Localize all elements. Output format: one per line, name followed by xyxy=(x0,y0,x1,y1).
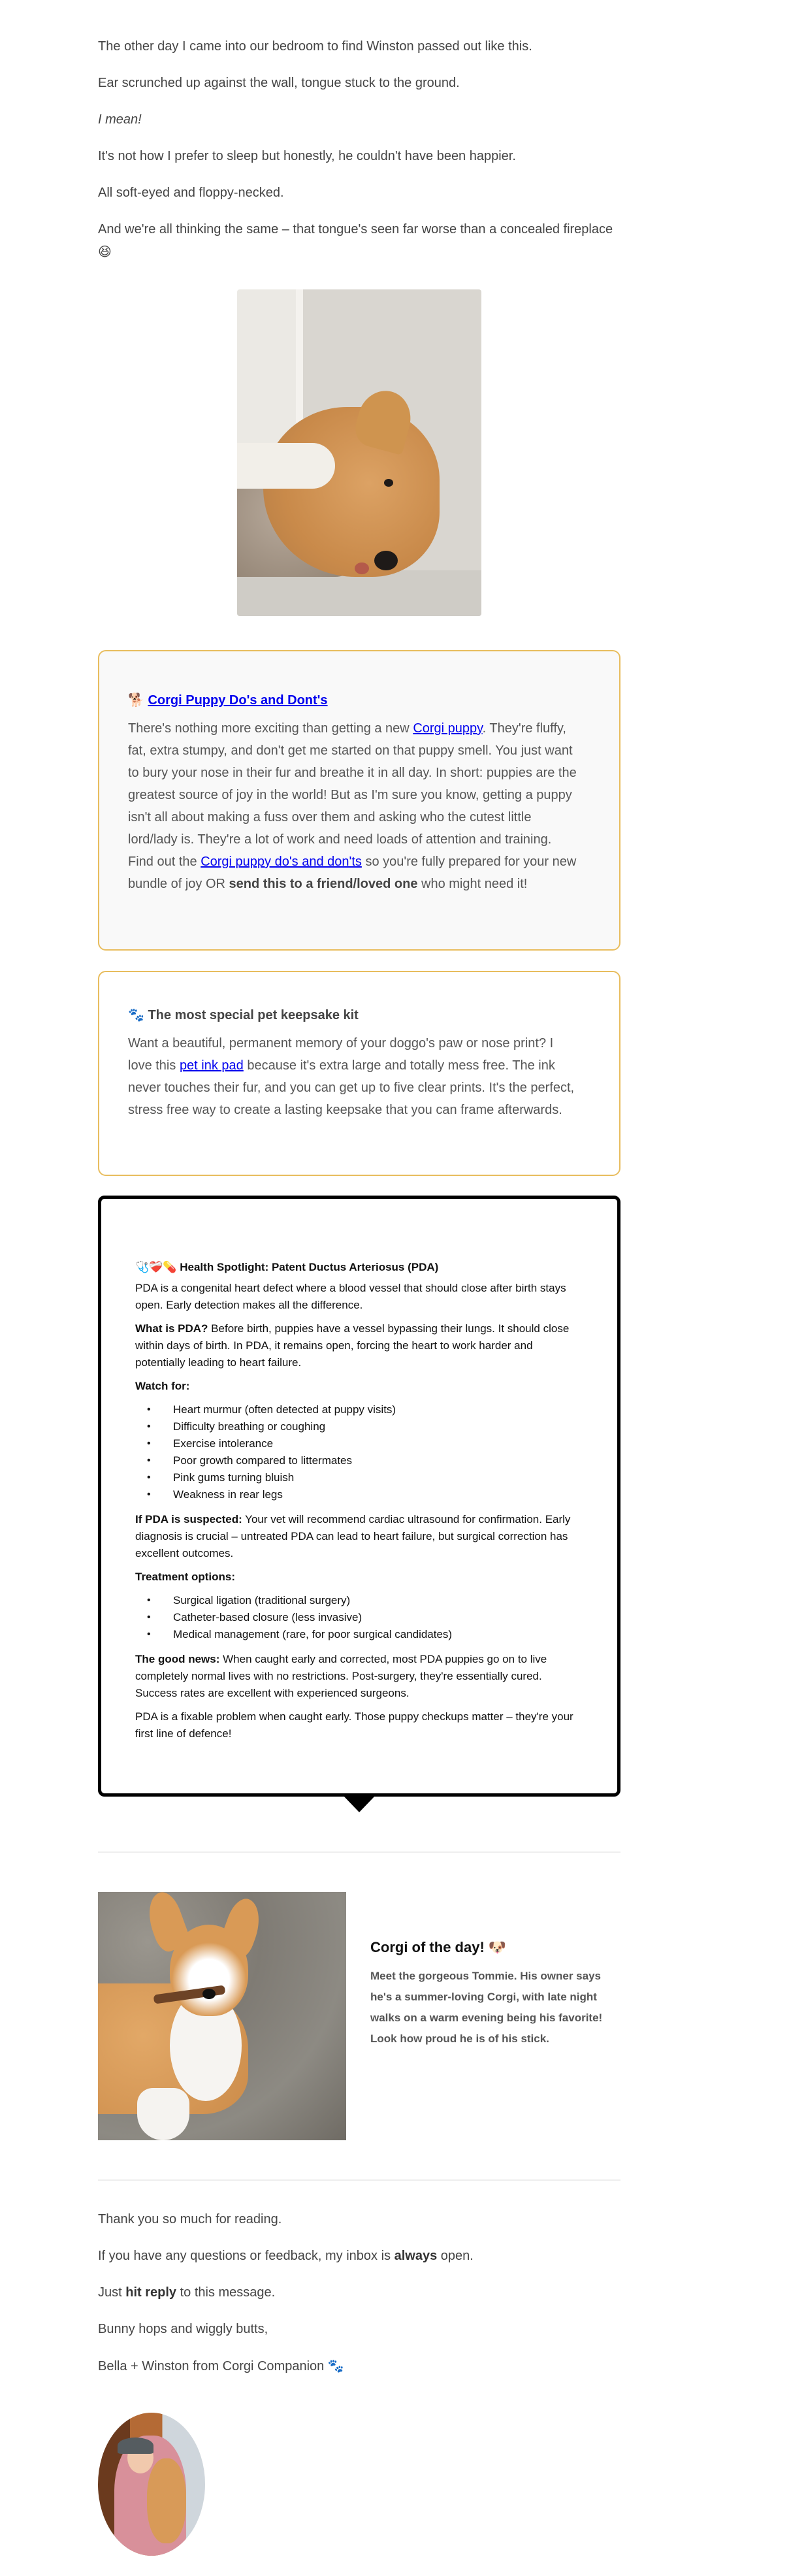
pet-keepsake-card xyxy=(98,971,620,1176)
spotlight-what-is: What is PDA? Before birth, puppies have a vessel bypassing their lungs. It should close within days of birth. In PDA, it remains open, forcing the heart to work harder and potentially leading to heart failure. xyxy=(135,1322,570,1369)
share-callout: send this to a friend/loved one xyxy=(229,877,418,891)
photo-dog-chest xyxy=(237,443,335,489)
spotlight-watch-label: Watch for: xyxy=(135,1380,190,1392)
intro-paragraph-6: And we're all thinking the same – that tongue's seen far worse than a concealed fireplace 😆 xyxy=(98,222,613,259)
photo-dog-eye xyxy=(384,479,393,487)
intro-paragraph-2: Ear scrunched up against the wall, tongue stuck to the ground. xyxy=(98,76,460,90)
spotlight-treatment-label: Treatment options: xyxy=(135,1571,236,1583)
spotlight-closing: PDA is a fixable problem when caught early. Those puppy checkups matter – they're your first line of defence! xyxy=(135,1710,573,1740)
laughing-emoji-icon: 😆 xyxy=(98,244,112,259)
intro-emphasis: I mean! xyxy=(98,112,142,127)
list-item: • Difficulty breathing or coughing xyxy=(173,1418,585,1435)
spotlight-intro: PDA is a congenital heart defect where a blood vessel that should close after birth stays open. Early detection makes all the difference. xyxy=(135,1282,566,1311)
spotlight-suspected: If PDA is suspected: Your vet will recommend cardiac ultrasound for confirmation. Early diagnosis is crucial – untreated PDA can lead to heart failure, but surgical correction has excellent outcomes. xyxy=(135,1513,571,1559)
list-item: • Weakness in rear legs xyxy=(173,1486,585,1503)
photo-dog-nose xyxy=(374,551,398,570)
intro-paragraph-1: The other day I came into our bedroom to find Winston passed out like this. xyxy=(98,39,532,54)
watch-for-list xyxy=(135,1401,585,1503)
spotlight-good-news: The good news: When caught early and corrected, most PDA puppies go on to live completely normal lives with no restrictions. Post-surgery, they're essentially cured. Success rates are excellent with experienced surgeons. xyxy=(135,1653,547,1699)
avatar-cap xyxy=(118,2437,153,2454)
intro-paragraph-3 xyxy=(98,108,620,131)
photo-floor xyxy=(237,570,481,616)
divider xyxy=(98,1851,620,1853)
intro-paragraph-5: All soft-eyed and floppy-necked. xyxy=(98,186,284,200)
paw-prints-icon: 🐾 xyxy=(128,1007,144,1022)
card-title: 🐾 The most special pet keepsake kit xyxy=(128,1007,359,1022)
treatment-list xyxy=(135,1592,585,1643)
cotd-title: Corgi of the day! 🐶 xyxy=(370,1939,507,1956)
puppy-dos-donts-title-link[interactable]: Corgi Puppy Do's and Dont's xyxy=(148,693,328,708)
intro-paragraph-4: It's not how I prefer to sleep but honestly, he couldn't have been happier. xyxy=(98,149,516,163)
outro-signature: Bella + Winston from Corgi Companion 🐾 xyxy=(98,2358,344,2373)
puppy-dos-donts-card xyxy=(98,650,620,951)
list-item: • Poor growth compared to littermates xyxy=(173,1452,585,1469)
photo-dog-nose xyxy=(202,1989,216,1999)
outro-feedback: If you have any questions or feedback, my inbox is always open. xyxy=(98,2249,474,2263)
divider xyxy=(98,2179,620,2181)
spotlight-title: 🩺❤️‍🩹💊 Health Spotlight: Patent Ductus Arteriosus (PDA) xyxy=(135,1261,439,1274)
list-item: • Exercise intolerance xyxy=(173,1435,585,1452)
photo-dog-tongue xyxy=(355,562,369,574)
outro-reply: Just hit reply to this message. xyxy=(98,2285,276,2300)
dog-face-icon: 🐶 xyxy=(488,1940,507,1956)
outro-thanks: Thank you so much for reading. xyxy=(98,2212,282,2226)
outro-section xyxy=(98,2208,620,2392)
speech-bubble-pointer xyxy=(343,1795,376,1812)
photo-dog-head xyxy=(170,1925,248,2016)
winston-sleeping-photo xyxy=(237,289,481,616)
photo-dog-legs xyxy=(137,2088,189,2140)
author-avatar xyxy=(98,2413,205,2556)
card-title xyxy=(128,691,580,709)
list-item: • Medical management (rare, for poor surgical candidates) xyxy=(173,1626,585,1643)
corgi-of-the-day-photo xyxy=(98,1892,346,2140)
corgi-puppy-link[interactable]: Corgi puppy xyxy=(413,721,483,736)
stethoscope-heart-pill-icon: 🩺❤️‍🩹💊 xyxy=(135,1261,177,1274)
card-body: There's nothing more exciting than getting a new Corgi puppy. They're fluffy, fat, extra stumpy, and don't get me started on that puppy smell. You just want to bury your nose in their fur and breathe it in all day. In short: puppies are the greatest source of joy in the world! But as I'm sure you know, getting a puppy isn't all about making a fuss over them and asking who the cutest little lord/lady is. They're a lot of work and need loads of attention and training. Find out the Corgi puppy do's and don'ts so you're fully prepared for your new bundle of joy OR send this to a friend/loved one who might need it! xyxy=(128,721,577,891)
card-body: Want a beautiful, permanent memory of your doggo's paw or nose print? I love this pet ink pad because it's extra large and totally mess free. The ink never touches their fur, and you can get up to five clear prints. It's the perfect, stress free way to create a lasting keepsake that you can frame afterwards. xyxy=(128,1036,575,1117)
list-item: • Pink gums turning bluish xyxy=(173,1469,585,1486)
health-spotlight-box xyxy=(98,1196,620,1797)
corgi-puppy-dos-donts-link[interactable]: Corgi puppy do's and don'ts xyxy=(201,855,362,869)
corgi-of-the-day-text xyxy=(370,1938,605,2049)
list-item: • Surgical ligation (traditional surgery) xyxy=(173,1592,585,1609)
list-item: • Heart murmur (often detected at puppy visits) xyxy=(173,1401,585,1418)
intro-section xyxy=(98,35,620,278)
pet-ink-pad-link[interactable]: pet ink pad xyxy=(179,1058,244,1073)
avatar-dog xyxy=(147,2458,186,2543)
list-item: • Catheter-based closure (less invasive) xyxy=(173,1609,585,1626)
paw-prints-icon: 🐾 xyxy=(327,2358,344,2373)
cotd-description: Meet the gorgeous Tommie. His owner says he's a summer-loving Corgi, with late night walks on a warm evening being his favorite! Look how proud he is of his stick. xyxy=(370,1970,603,2045)
puppy-dog-icon: 🐕 xyxy=(128,692,144,708)
outro-signoff: Bunny hops and wiggly butts, xyxy=(98,2322,268,2336)
